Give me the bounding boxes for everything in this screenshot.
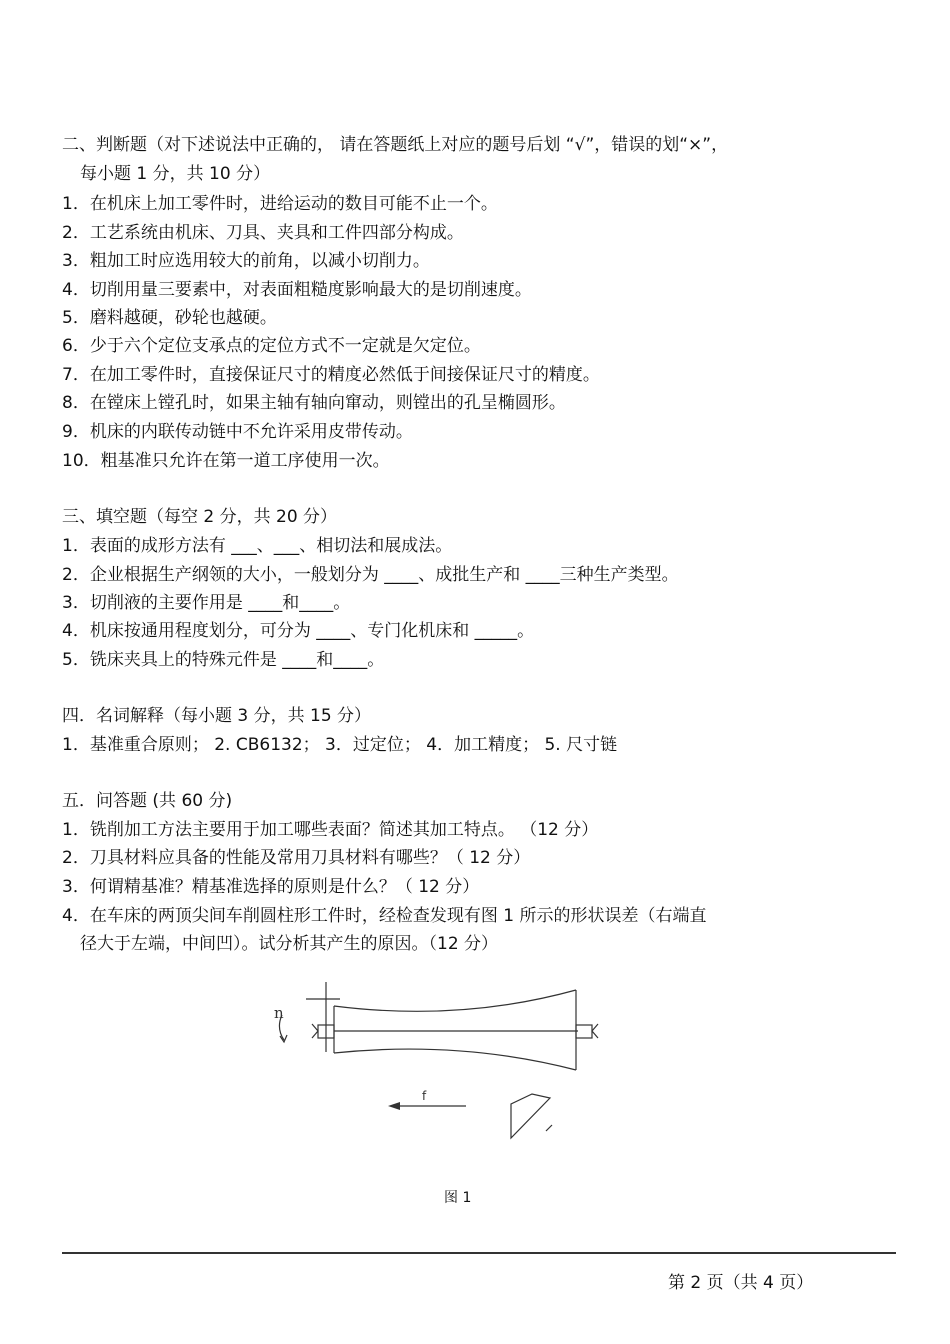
tf-question-3: 3．粗加工时应选用较大的前角，以减小切削力。 bbox=[62, 251, 430, 271]
page-number: 第 2 页（共 4 页） bbox=[668, 1273, 814, 1293]
tf-question-9: 9．机床的内联传动链中不允许采用皮带传动。 bbox=[62, 422, 413, 442]
rotation-label: n bbox=[274, 1004, 284, 1022]
fill-question-3: 3．切削液的主要作用是 ____和____。 bbox=[62, 593, 351, 613]
section4-header: 四．名词解释（每小题 3 分，共 15 分） bbox=[62, 706, 372, 726]
feed-arrowhead bbox=[388, 1102, 400, 1110]
section2-header-cont: 每小题 1 分，共 10 分） bbox=[80, 164, 271, 184]
workpiece-bottom-edge bbox=[334, 1049, 576, 1070]
tf-question-10: 10．粗基准只允许在第一道工序使用一次。 bbox=[62, 451, 390, 471]
qa-question-1: 1．铣削加工方法主要用于加工哪些表面？简述其加工特点。 （12 分） bbox=[62, 820, 599, 840]
tf-question-5: 5．磨料越硬，砂轮也越硬。 bbox=[62, 308, 277, 328]
section3-header: 三、填空题（每空 2 分，共 20 分） bbox=[62, 507, 338, 527]
figure-1 bbox=[260, 980, 620, 1145]
tf-question-4: 4．切削用量三要素中，对表面粗糙度影响最大的是切削速度。 bbox=[62, 280, 532, 300]
section5-header: 五．问答题 (共 60 分) bbox=[62, 791, 233, 811]
fill-question-1: 1．表面的成形方法有 ___、___、相切法和展成法。 bbox=[62, 536, 453, 556]
left-center-tip bbox=[312, 1024, 318, 1038]
qa-question-4: 4．在车床的两顶尖间车削圆柱形工件时，经检查发现有图 1 所示的形状误差（右端直 bbox=[62, 906, 707, 926]
tf-question-6: 6．少于六个定位支承点的定位方式不一定就是欠定位。 bbox=[62, 336, 481, 356]
tf-question-1: 1．在机床上加工零件时，进给运动的数目可能不止一个。 bbox=[62, 194, 498, 214]
right-center-tip bbox=[592, 1024, 598, 1038]
cutting-tool bbox=[511, 1094, 550, 1138]
right-center bbox=[576, 1025, 592, 1038]
qa-question-4-cont: 径大于左端，中间凹）。试分析其产生的原因。（12 分） bbox=[80, 934, 499, 954]
tf-question-7: 7．在加工零件时，直接保证尺寸的精度必然低于间接保证尺寸的精度。 bbox=[62, 365, 600, 385]
tf-question-8: 8．在镗床上镗孔时，如果主轴有轴向窜动，则镗出的孔呈椭圆形。 bbox=[62, 393, 566, 413]
figure-1-drawing bbox=[260, 980, 620, 1145]
qa-question-2: 2．刀具材料应具备的性能及常用刀具材料有哪些？（ 12 分） bbox=[62, 848, 531, 868]
terms-list: 1．基准重合原则； 2. CB6132； 3．过定位； 4．加工精度； 5. 尺寸链 bbox=[62, 735, 618, 755]
figure-caption: 图 1 bbox=[444, 1190, 472, 1206]
fill-question-4: 4．机床按通用程度划分，可分为 ____、专门化机床和 _____。 bbox=[62, 621, 535, 641]
tool-mark bbox=[546, 1125, 552, 1131]
tf-question-2: 2．工艺系统由机床、刀具、夹具和工件四部分构成。 bbox=[62, 223, 464, 243]
section2-header: 二、判断题（对下述说法中正确的， 请在答题纸上对应的题号后划 “√”，错误的划“×”， bbox=[62, 135, 729, 155]
fill-question-2: 2．企业根据生产纲领的大小，一般划分为 ____、成批生产和 ____三种生产类型。 bbox=[62, 565, 679, 585]
fill-question-5: 5．铣床夹具上的特殊元件是 ____和____。 bbox=[62, 650, 385, 670]
footer-divider bbox=[62, 1252, 896, 1254]
qa-question-3: 3．何谓精基准？精基准选择的原则是什么？（ 12 分） bbox=[62, 877, 480, 897]
feed-label: f bbox=[422, 1089, 427, 1103]
workpiece-top-edge bbox=[334, 990, 576, 1011]
